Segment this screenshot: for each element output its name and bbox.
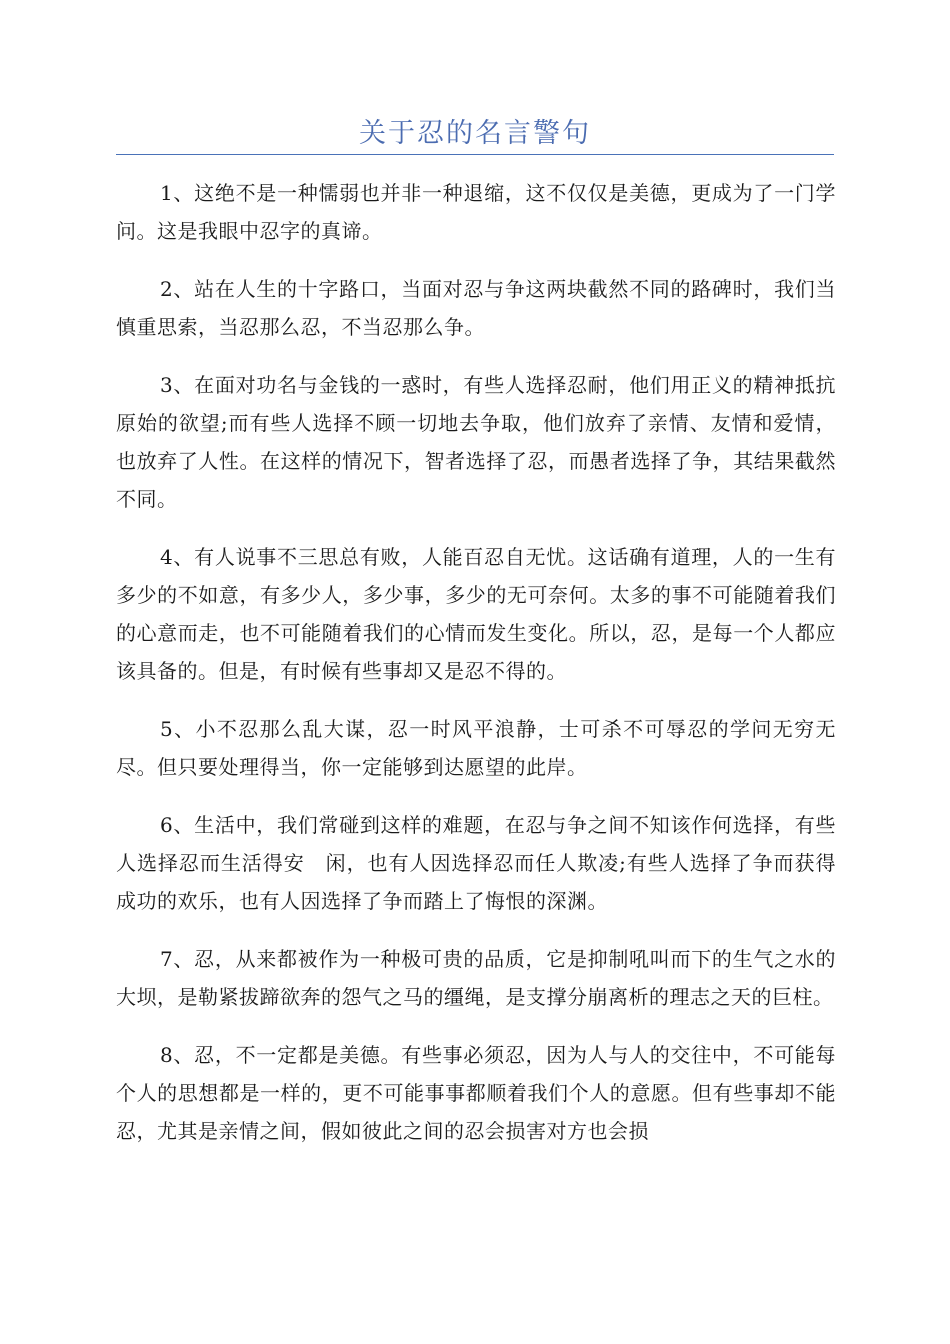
paragraph-7: 7、忍，从来都被作为一种极可贵的品质，它是抑制吼叫而下的生气之水的大坝，是勒紧拔蹄欲奔的怨气之马的缰绳，是支撑分崩离析的理志之天的巨柱。 — [116, 947, 836, 1009]
page-title: 关于忍的名言警句 — [359, 118, 591, 149]
paragraph-2: 2、站在人生的十字路口，当面对忍与争这两块截然不同的路碑时，我们当慎重思索，当忍那么忍，不当忍那么争。 — [116, 277, 836, 339]
paragraph-8: 8、忍，不一定都是美德。有些事必须忍，因为人与人的交往中，不可能每个人的思想都是一样的，更不可能事事都顺着我们个人的意愿。但有些事却不能忍，尤其是亲情之间，假如彼此之间的忍会损害对方也会损 — [116, 1043, 836, 1143]
paragraph-1: 1、这绝不是一种懦弱也并非一种退缩，这不仅仅是美德，更成为了一门学问。这是我眼中忍字的真谛。 — [116, 181, 836, 243]
title-underline — [116, 154, 834, 155]
paragraph-3: 3、在面对功名与金钱的一惑时，有些人选择忍耐，他们用正义的精神抵抗原始的欲望;而有些人选择不顾一切地去争取，他们放弃了亲情、友情和爱情，也放弃了人性。在这样的情况下，智者选择了忍，而愚者选择了争，其结果截然不同。 — [116, 373, 836, 511]
paragraph-6: 6、生活中，我们常碰到这样的难题，在忍与争之间不知该作何选择，有些人选择忍而生活得安 闲，也有人因选择忍而任人欺凌;有些人选择了争而获得成功的欢乐，也有人因选择了争而踏上了悔恨的深渊。 — [116, 813, 836, 913]
paragraph-4: 4、有人说事不三思总有败，人能百忍自无忧。这话确有道理，人的一生有多少的不如意，有多少人，多少事，多少的无可奈何。太多的事不可能随着我们的心意而走，也不可能随着我们的心情而发生变化。所以，忍，是每一个人都应该具备的。但是，有时候有些事却又是忍不得的。 — [116, 545, 836, 683]
document-body — [116, 174, 836, 1170]
paragraph-5: 5、小不忍那么乱大谋，忍一时风平浪静，士可杀不可辱忍的学问无穷无尽。但只要处理得当，你一定能够到达愿望的此岸。 — [116, 717, 836, 779]
